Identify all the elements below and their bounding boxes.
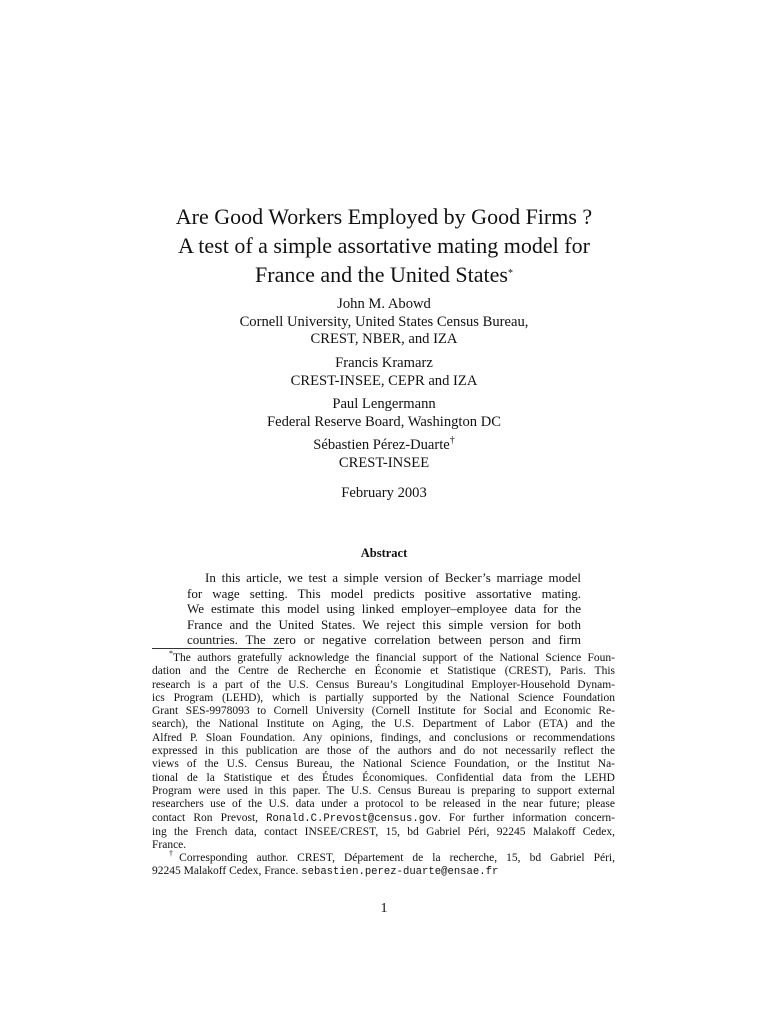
paper-title bbox=[140, 202, 628, 289]
corresponding-author-mark: † bbox=[449, 435, 455, 446]
title-footnote-mark: * bbox=[507, 268, 513, 279]
footnote-line: researchers use of the U.S. data under a protocol to be released in the near future; please bbox=[152, 798, 615, 811]
footnote-line: †Corresponding author. CREST, Département de la recherche, 15, bd Gabriel Péri, bbox=[169, 849, 616, 864]
author-name: Paul Lengermann bbox=[332, 396, 436, 412]
author-block-perez-duarte bbox=[160, 437, 608, 472]
footnote-line: research is a part of the U.S. Census Bureau’s Longitudinal Employer-Household Dynam- bbox=[152, 678, 615, 691]
footnote-mark: * bbox=[169, 649, 173, 658]
footnote-line: search), the National Institute on Aging, the U.S. Department of Labor (ETA) and the bbox=[152, 718, 615, 731]
author-email-link[interactable]: sebastien.perez-duarte@ensae.fr bbox=[301, 866, 499, 879]
footnote-line: *The authors gratefully acknowledge the financial support of the National Science Foun- bbox=[169, 649, 615, 664]
author-name: John M. Abowd bbox=[337, 296, 431, 312]
author-name: Francis Kramarz bbox=[335, 355, 433, 371]
title-line: France and the United States* bbox=[255, 262, 513, 287]
author-block-kramarz bbox=[160, 355, 608, 390]
footnote-line: Alfred P. Sloan Foundation. Any opinions, findings, and conclusions or recommendations bbox=[152, 731, 615, 744]
abstract-text bbox=[187, 570, 581, 648]
footnote-acknowledgements bbox=[152, 649, 616, 852]
abstract-line: In this article, we test a simple version of Becker’s marriage model bbox=[205, 570, 581, 585]
abstract-line: for wage setting. This model predicts positive assortative mating. bbox=[187, 585, 581, 601]
footnote-line: Program were used in this paper. The U.S. Census Bureau is preparing to support external bbox=[152, 784, 615, 797]
abstract-line: France and the United States. We reject this simple version for both bbox=[187, 616, 581, 632]
footnote-corresponding bbox=[152, 849, 616, 880]
footnote-line: ing the French data, contact INSEE/CREST, 15, bd Gabriel Péri, 92245 Malakoff Cedex, bbox=[152, 825, 615, 838]
paper-date: February 2003 bbox=[341, 485, 427, 501]
footnote-line: tional de la Statistique et des Études Économiques. Confidential data from the LEHD bbox=[152, 771, 615, 784]
footnote-line: contact Ron Prevost, Ronald.C.Prevost@census.gov. For further information concern- bbox=[152, 811, 616, 825]
author-affiliation: CREST-INSEE, CEPR and IZA bbox=[290, 372, 478, 389]
footnote-line: ics Program (LEHD), which is partially supported by the National Science Foundation bbox=[152, 691, 615, 704]
footnote-line: expressed in this publication are those of the authors and do not necessarily reflect the bbox=[152, 745, 615, 758]
title-line: Are Good Workers Employed by Good Firms ? bbox=[175, 204, 593, 229]
author-affiliation: CREST-INSEE bbox=[338, 454, 430, 471]
author-block-abowd bbox=[160, 296, 608, 349]
footnote-line: 92245 Malakoff Cedex, France. sebastien.perez-duarte@ensae.fr bbox=[152, 865, 499, 879]
author-affiliation: Federal Reserve Board, Washington DC bbox=[266, 413, 502, 430]
footnote-line: Grant SES-9978093 to Cornell University (Cornell Institute for Social and Economic Re- bbox=[152, 705, 615, 718]
author-affiliation: CREST, NBER, and IZA bbox=[310, 331, 458, 347]
author-name: Sébastien Pérez-Duarte† bbox=[313, 435, 455, 453]
title-line: A test of a simple assortative mating model for bbox=[178, 233, 590, 258]
footnote-line: views of the U.S. Census Bureau, the National Science Foundation, or the Institut Na- bbox=[152, 758, 615, 771]
author-block-lengermann bbox=[160, 396, 608, 431]
abstract-heading: Abstract bbox=[360, 546, 408, 560]
abstract-line: We estimate this model using linked employer–employee data for the bbox=[187, 601, 581, 616]
author-affiliation: Cornell University, United States Census Bureau, bbox=[239, 313, 529, 330]
footnote-line: France. bbox=[152, 839, 187, 852]
page-number: 1 bbox=[380, 901, 388, 916]
footnote-mark: † bbox=[169, 849, 180, 858]
abstract-line: countries. The zero or negative correlation between person and firm bbox=[187, 632, 581, 647]
contact-email-link[interactable]: Ronald.C.Prevost@census.gov bbox=[266, 812, 438, 825]
footnote-line: dation and the Centre de Recherche en Économie et Statistique (CREST), Paris. This bbox=[152, 665, 615, 678]
